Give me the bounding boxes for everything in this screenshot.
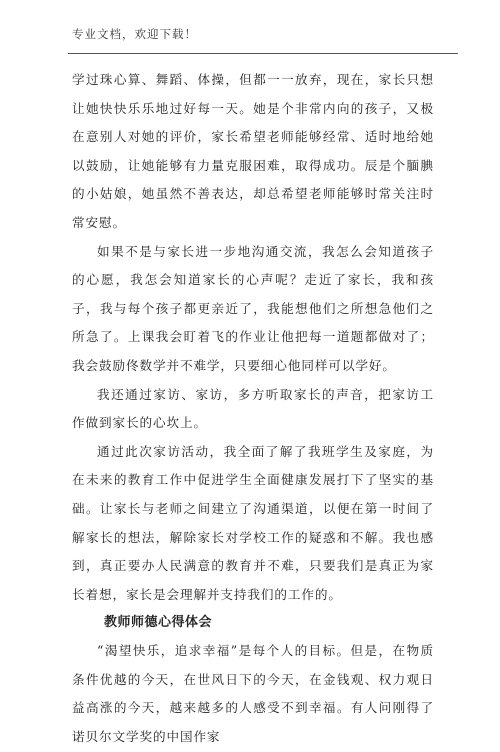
section-heading: 教师师德心得体会 bbox=[104, 615, 213, 631]
paragraph-5: “渴望快乐，追求幸福”是每个人的目标。但是，在物质条件优越的今天，在世风日下的今天，在金钱观、权力观日益高涨的今天，越来越多的人感受不到幸福。有人问刚得了诺贝尔文学奖的中国作家 bbox=[72, 643, 434, 745]
paragraph-1: 学过珠心算、舞蹈、体操，但都一一放弃，现在，家长只想让她快快乐乐地过好每一天。她是个非常内向的孩子，又极在意别人对她的评价，家长希望老师能够经常、适时地给她以鼓励，让她能够有力量克服困难，取得成功。辰是个腼腆的小姑娘，她虽然不善表达，却总希望老师能够时常关注时常安慰。 bbox=[72, 72, 434, 230]
header-rule bbox=[68, 53, 458, 54]
document-body bbox=[72, 66, 434, 752]
paragraph-4: 通过此次家访活动，我全面了解了我班学生及家庭，为在未来的教育工作中促进学生全面健康发展打下了坚实的基础。让家长与老师之间建立了沟通渠道，以便在第一时间了解家长的想法，解除家长对学校工作的疑惑和不解。我也感到，真正要办人民满意的教育并不难，只要我们是真正为家长着想，家长是会理解并支持我们的工作的。 bbox=[72, 443, 434, 602]
paragraph-2: 如果不是与家长进一步地沟通交流，我怎么会知道孩子的心愿，我怎会知道家长的心声呢？走近了家长，我和孩子，我与每个孩子都更亲近了，我能想他们之所想急他们之所急了。上课我会盯着飞的作业让他把每一道题都做对了；我会鼓励佟数学并不难学，只要细心他同样可以学好。 bbox=[72, 243, 434, 373]
page-header: 专业文档，欢迎下载！ bbox=[72, 27, 197, 41]
paragraph-3: 我还通过家访、家访，多方听取家长的声音，把家访工作做到家长的心坎上。 bbox=[72, 386, 434, 431]
